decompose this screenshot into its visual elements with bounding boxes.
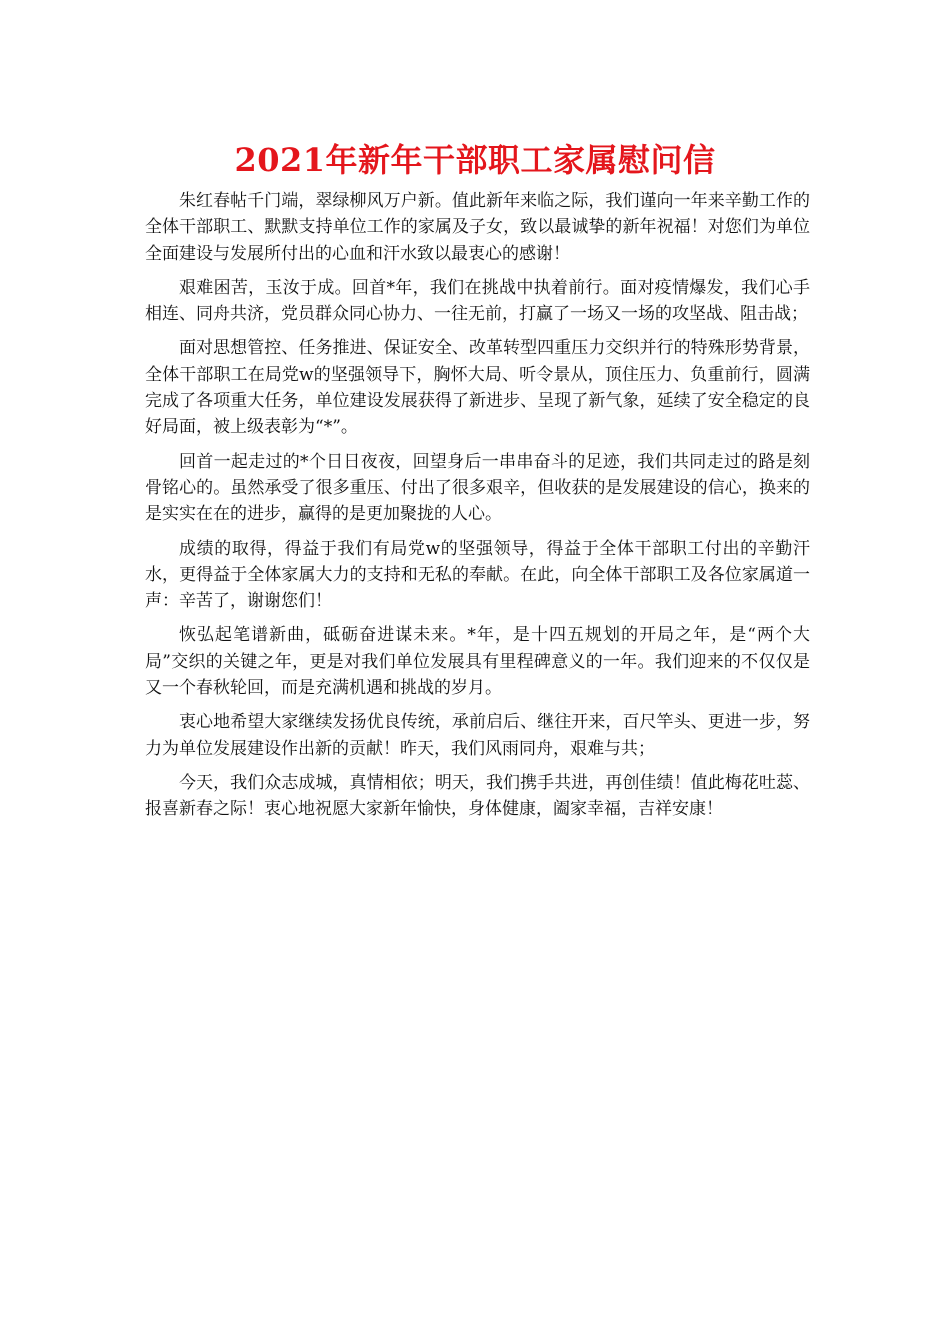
paragraph-2: 艰难困苦，玉汝于成。回首*年，我们在挑战中执着前行。面对疫情爆发，我们心手相连、同舟共济，党员群众同心协力、一往无前，打赢了一场又一场的攻坚战、阻击战； <box>145 277 810 325</box>
paragraph-4: 回首一起走过的*个日日夜夜，回望身后一串串奋斗的足迹，我们共同走过的路是刻骨铭心的。虽然承受了很多重压、付出了很多艰辛，但收获的是发展建设的信心，换来的是实实在在的进步，赢得的是更加聚拢的人心。 <box>145 451 810 525</box>
paragraph-5: 成绩的取得，得益于我们有局党w的坚强领导，得益于全体干部职工付出的辛勤汗水，更得益于全体家属大力的支持和无私的奉献。在此，向全体干部职工及各位家属道一声：辛苦了，谢谢您们！ <box>145 538 810 612</box>
paragraph-7: 衷心地希望大家继续发扬优良传统，承前启后、继往开来，百尺竿头、更进一步，努力为单位发展建设作出新的贡献！昨天，我们风雨同舟，艰难与共； <box>145 712 810 759</box>
paragraph-1: 朱红春帖千门端，翠绿柳风万户新。值此新年来临之际，我们谨向一年来辛勤工作的全体干部职工、默默支持单位工作的家属及子女，致以最诚挚的新年祝福！对您们为单位全面建设与发展所付出的心血和汗水致以最衷心的感谢！ <box>145 191 810 264</box>
paragraph-6: 恢弘起笔谱新曲，砥砺奋进谋未来。*年，是十四五规划的开局之年，是“两个大局”交织的关键之年，更是对我们单位发展具有里程碑意义的一年。我们迎来的不仅仅是又一个春秋轮回，而是充满机遇和挑战的岁月。 <box>145 625 810 699</box>
document-title: 2021年新年干部职工家属慰问信 <box>234 141 716 179</box>
paragraph-8: 今天，我们众志成城，真情相依；明天，我们携手共进，再创佳绩！值此梅花吐蕊、报喜新春之际！衷心地祝愿大家新年愉快，身体健康，阖家幸福，吉祥安康！ <box>145 772 810 820</box>
document-body <box>145 188 810 831</box>
paragraph-3: 面对思想管控、任务推进、保证安全、改革转型四重压力交织并行的特殊形势背景，全体干部职工在局党w的坚强领导下，胸怀大局、听令景从，顶住压力、负重前行，圆满完成了各项重大任务，单位建设发展获得了新进步、呈现了新气象，延续了安全稳定的良好局面，被上级表彰为“*”。 <box>145 338 810 438</box>
